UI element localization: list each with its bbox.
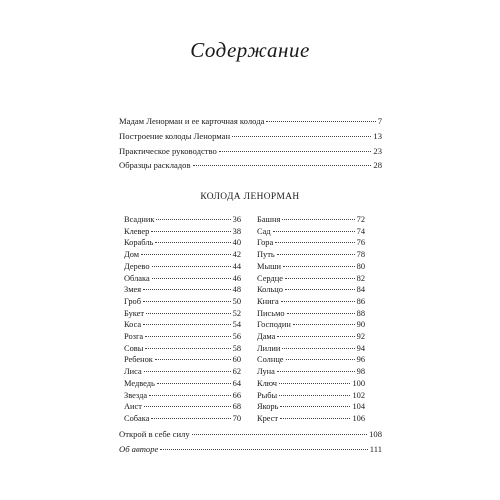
toc-entry-label: Лилии [257,343,281,353]
card-entry[interactable] [124,226,241,237]
toc-entry-page: 88 [356,308,365,318]
toc-entry-page: 100 [352,378,365,388]
toc-entry-page: 70 [232,413,241,423]
toc-entry-label: Солнце [257,355,284,365]
toc-entry-label: Рыбы [257,390,278,400]
card-entry[interactable] [124,401,241,412]
dot-leader [193,165,372,166]
dot-leader [143,301,231,302]
toc-entry-page: 78 [356,250,365,260]
toc-entry-page: 82 [356,273,365,283]
card-entry[interactable] [124,214,241,225]
toc-entry-label: Образцы раскладов [119,160,191,171]
card-entry[interactable] [124,249,241,260]
toc-entry[interactable] [119,131,382,142]
dot-leader [219,151,372,152]
dot-leader [156,219,230,220]
toc-entry-label: Лиса [124,367,142,377]
dot-leader [282,348,354,349]
dot-leader [275,242,354,243]
toc-entry-page: 13 [373,130,382,141]
dot-leader [145,336,231,337]
toc-entry-page: 80 [356,261,365,271]
toc-entry-label: Аист [124,402,142,412]
toc-entry-label: Практическое руководство [119,145,217,156]
toc-entry-label: Клевер [124,226,150,236]
dot-leader [144,406,231,407]
card-entry[interactable] [124,308,241,319]
toc-entry-label: Гора [257,238,274,248]
card-entry[interactable] [257,343,365,354]
card-entry[interactable] [124,413,241,424]
toc-entry-label: Якорь [257,402,279,412]
page-title: Содержание [190,38,310,62]
card-entry[interactable] [124,237,241,248]
dot-leader [145,348,230,349]
card-entry[interactable] [257,308,365,319]
toc-entry-page: 98 [356,367,365,377]
card-entry[interactable] [257,237,365,248]
toc-entry-page: 62 [232,367,241,377]
dot-leader [282,219,354,220]
dot-leader [285,289,355,290]
toc-entry-label: Гроб [124,296,141,306]
toc-entry-page: 38 [232,226,241,236]
toc-entry-label: Луна [257,367,275,377]
card-entry[interactable] [257,273,365,284]
dot-leader [280,406,350,407]
toc-entry-page: 56 [232,332,241,341]
dot-leader [277,336,354,337]
toc-entry[interactable] [119,146,382,157]
toc-entry-page: 40 [232,238,241,248]
toc-entry-label: Письмо [257,308,285,318]
card-entry[interactable] [257,296,365,307]
toc-entry-label: Всадник [124,215,155,224]
dot-leader [283,266,355,267]
dot-leader [279,395,350,396]
card-entry[interactable] [124,390,241,401]
card-entry[interactable] [257,249,365,260]
toc-entry-label: Мадам Ленорман и ее карточная колода [119,116,265,126]
toc-entry-page: 111 [369,443,382,454]
toc-entry-page: 46 [232,273,241,283]
card-entry[interactable] [257,261,365,272]
dot-leader [149,395,231,396]
toc-entry-page: 74 [356,226,365,236]
toc-entry-page: 23 [373,145,382,156]
toc-entry-page: 7 [377,116,382,126]
card-entry[interactable] [124,273,241,284]
toc-entry-label: Сердце [257,273,283,283]
toc-entry-page: 96 [356,355,365,365]
toc-entry-page: 86 [356,296,365,306]
dot-leader [155,242,230,243]
dot-leader [280,418,350,419]
card-entry[interactable] [257,378,365,389]
toc-entry-page: 64 [232,378,241,388]
dot-leader [232,136,371,137]
card-entry[interactable] [124,261,241,272]
toc-entry-label: Звезда [124,390,148,400]
toc-entry-page: 68 [232,402,241,412]
dot-leader [277,254,355,255]
toc-entry-label: Змея [124,285,142,295]
toc-entry-label: Ребенок [124,355,153,365]
card-entry[interactable] [257,226,365,237]
card-entry[interactable] [257,319,365,330]
toc-entry-page: 90 [356,320,365,330]
card-entry[interactable] [124,378,241,389]
card-entry[interactable] [124,319,241,330]
dot-leader [273,231,355,232]
toc-entry-page: 76 [356,238,365,248]
toc-entry-label: Дама [257,332,276,341]
toc-entry-page: 102 [352,390,365,400]
toc-entry-label: Розга [124,332,144,341]
dot-leader [293,324,355,325]
dot-leader [152,278,231,279]
toc-entry-label: Книга [257,296,279,306]
toc-entry-label: Дом [124,250,140,260]
card-entry[interactable] [257,214,365,225]
toc-entry-label: Корабль [124,238,154,248]
toc-entry-label: Кольцо [257,285,283,295]
toc-entry-label: Облака [124,273,150,283]
toc-entry-label: Дерево [124,261,150,271]
card-entry[interactable] [257,366,365,377]
dot-leader [151,418,230,419]
dot-leader [146,313,231,314]
dot-leader [266,121,375,122]
toc-entry-page: 50 [232,296,241,306]
card-entry[interactable] [124,296,241,307]
dot-leader [279,383,351,384]
card-entry[interactable] [124,366,241,377]
toc-entry-page: 72 [356,215,365,224]
card-entry[interactable] [257,390,365,401]
toc-entry-page: 60 [232,355,241,365]
toc-entry-page: 106 [352,413,365,423]
card-entry[interactable] [257,413,365,424]
toc-entry-page: 92 [356,332,365,341]
toc-entry-page: 42 [232,250,241,260]
dot-leader [160,449,367,450]
toc-entry-page: 44 [232,261,241,271]
toc-entry-page: 28 [373,160,382,171]
dot-leader [144,371,231,372]
card-entry[interactable] [124,343,241,354]
card-entry[interactable] [257,401,365,412]
dot-leader [143,324,231,325]
toc-entry-page: 66 [232,390,241,400]
card-entry[interactable] [124,284,241,295]
dot-leader [152,266,231,267]
toc-entry-label: Букет [124,308,145,318]
dot-leader [277,371,355,372]
toc-entry-label: Сад [257,226,271,236]
toc-entry-label: Башня [257,215,281,224]
card-entry[interactable] [257,284,365,295]
toc-entry-label: Об авторе [119,443,159,454]
dot-leader [286,359,355,360]
toc-entry-label: Мыши [257,261,282,271]
toc-entry-label: Коса [124,320,142,330]
dot-leader [143,289,231,290]
dot-leader [287,313,355,314]
card-entry[interactable] [257,354,365,365]
section-title: КОЛОДА ЛЕНОРМАН [200,192,300,202]
dot-leader [281,301,355,302]
toc-entry-page: 36 [232,215,241,224]
toc-entry-page: 54 [232,320,241,330]
toc-entry-label: Путь [257,250,275,260]
card-entry[interactable] [124,331,241,342]
toc-entry-page: 84 [356,285,365,295]
toc-entry-label: Господин [257,320,291,330]
toc-entry-page: 58 [232,343,241,353]
card-entry[interactable] [257,331,365,342]
toc-entry-page: 94 [356,343,365,353]
dot-leader [151,231,230,232]
toc-entry-page: 108 [369,429,382,439]
toc-entry-label: Совы [124,343,144,353]
toc-entry[interactable] [119,160,382,171]
dot-leader [157,383,231,384]
dot-leader [192,434,367,435]
dot-leader [141,254,231,255]
card-entry[interactable] [124,354,241,365]
dot-leader [155,359,231,360]
toc-entry-label: Медведь [124,378,155,388]
toc-entry-label: Построение колоды Ленорман [119,130,231,141]
toc-entry[interactable] [119,429,382,440]
toc-entry-page: 104 [352,402,365,412]
dot-leader [285,278,355,279]
toc-entry-label: Открой в себе силу [119,429,190,439]
toc-entry-label: Ключ [257,378,277,388]
toc-entry[interactable] [119,116,382,127]
toc-entry-label: Крест [257,413,279,423]
toc-entry-label: Собака [124,413,150,423]
toc-entry[interactable] [119,444,382,455]
toc-entry-page: 52 [232,308,241,318]
toc-entry-page: 48 [232,285,241,295]
